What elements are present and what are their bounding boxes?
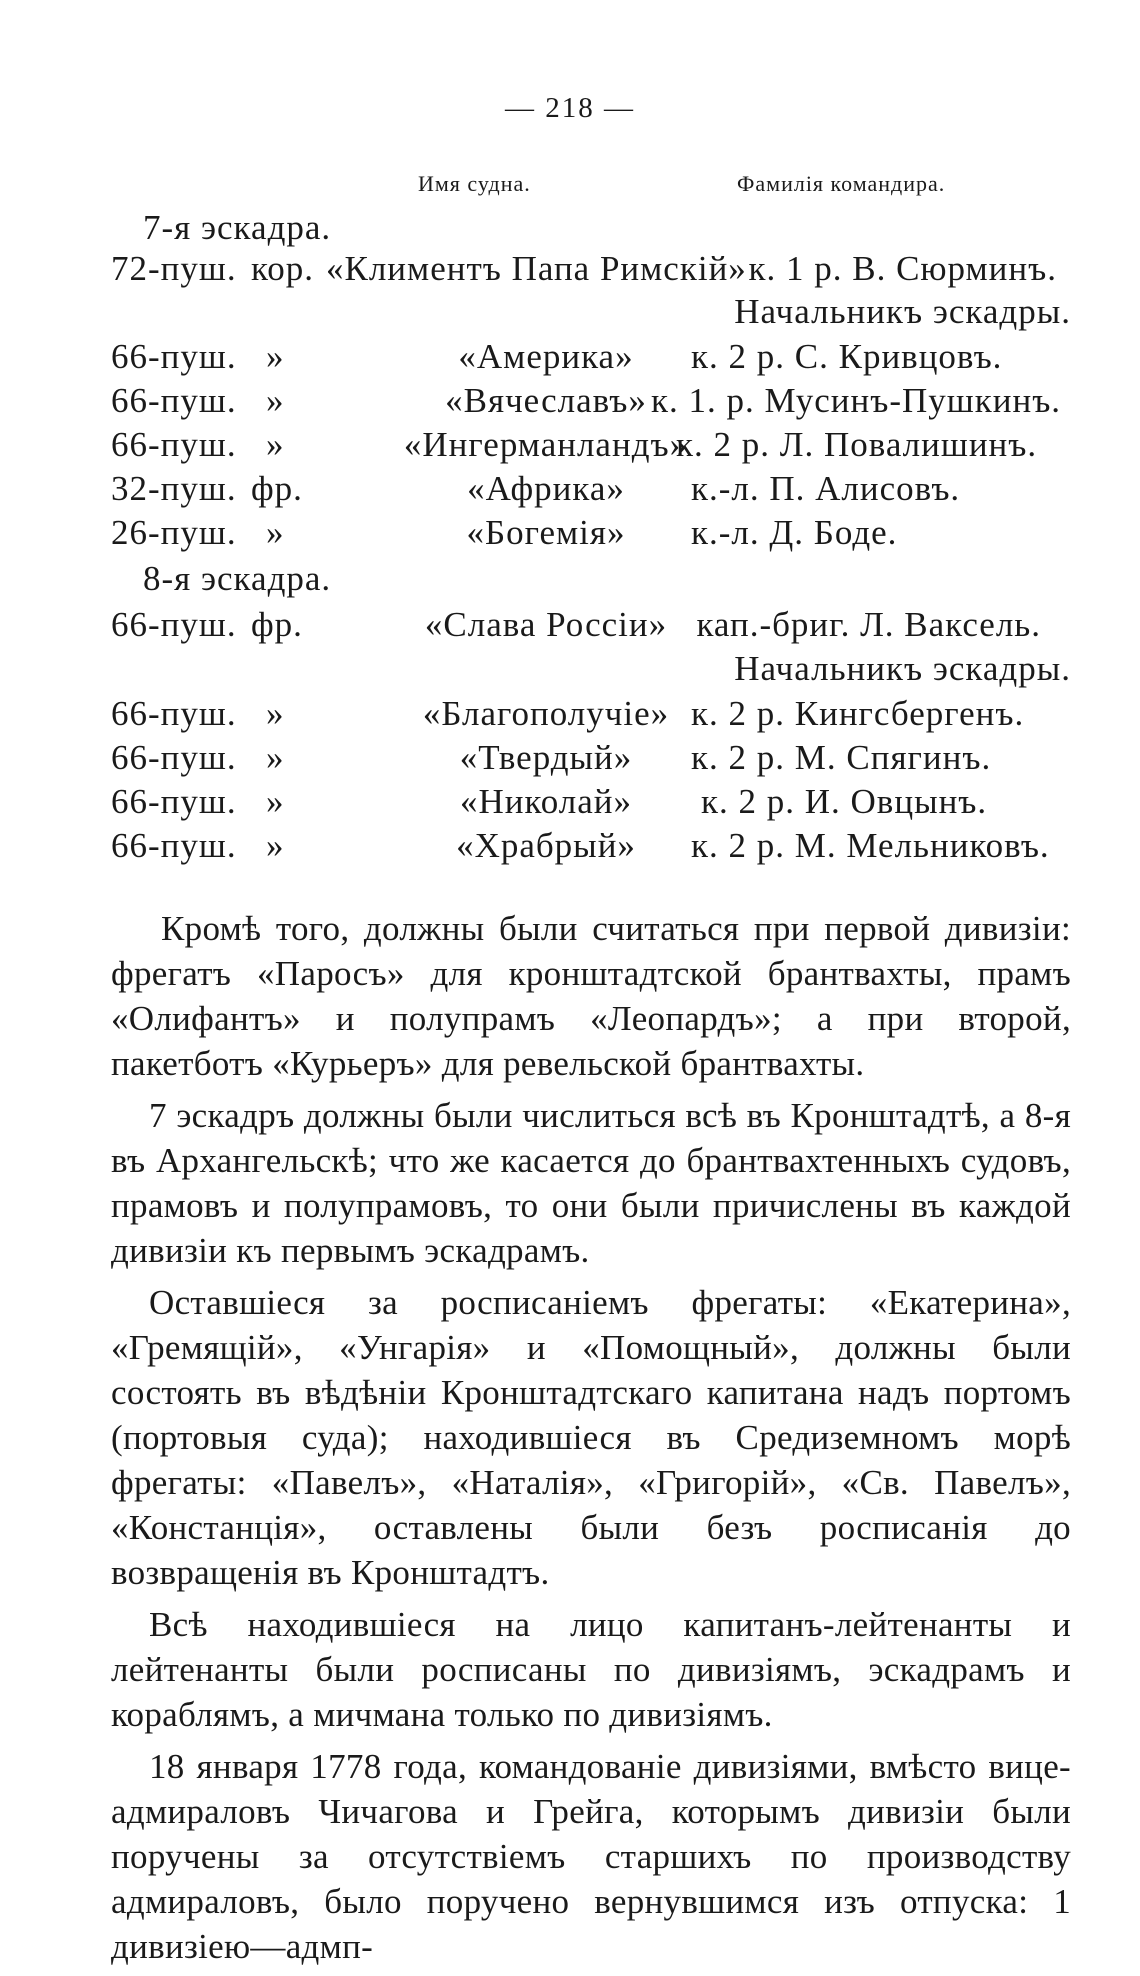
- column-header-commander: Фамилія командира.: [737, 171, 946, 196]
- ship-type-cell: »: [266, 337, 285, 376]
- ship-type-cell: »: [266, 694, 285, 733]
- commander-cell: к. 2 р. М. Спягинъ.: [691, 738, 992, 777]
- table-row: [111, 694, 1071, 738]
- ship-name-cell: «Америка»: [458, 337, 634, 376]
- ship-name-cell: «Климентъ Папа Римскій»: [326, 249, 747, 288]
- ship-name-cell: «Ингерманландъ»: [403, 425, 689, 464]
- ship-name-cell: «Африка»: [467, 469, 625, 508]
- paragraph: Кромѣ того, должны были считаться при первой дивизіи: фрегатъ «Паросъ» для кронштадтской брантвахты, прамъ «Олифантъ» и полупрамъ «Леопардъ»; а при второй, пакетботъ «Курьеръ» для ревельской брантвахты.: [111, 909, 1071, 1083]
- guns-cell: 32-пуш.: [111, 469, 237, 508]
- table-row: [111, 605, 1071, 649]
- guns-cell: 66-пуш.: [111, 381, 237, 420]
- ship-type-cell: »: [266, 381, 285, 420]
- table-row: [111, 782, 1071, 826]
- guns-cell: 66-пуш.: [111, 826, 237, 865]
- body-text: [111, 906, 1071, 1976]
- paragraph: Оставшіеся за росписаніемъ фрегаты: «Екатерина», «Гремящій», «Унгарія» и «Помощный», должны были состоять въ вѣдѣніи Кронштадтскаго капитана надъ портомъ (портовыя суда); находившіеся въ Средиземномъ морѣ фрегаты: «Павелъ», «Наталія», «Григорій», «Св. Павелъ», «Констанція», оставлены были безъ росписанія до возвращенія въ Кронштадтъ.: [111, 1283, 1071, 1592]
- squadron-7-title: 7-я эскадра.: [143, 208, 332, 247]
- paragraph: 18 января 1778 года, командованіе дивизіями, вмѣсто вице-адмираловъ Чичагова и Грейга, которымъ дивизіи были поручены за отсутствіемъ старшихъ по производству адмираловъ, было поручено вернувшимся изъ отпуска: 1 дивизіею—адмп-: [111, 1747, 1071, 1966]
- table-row: [111, 469, 1071, 513]
- table-row: [111, 425, 1071, 469]
- ship-type-cell: фр.: [251, 469, 303, 508]
- table-row: [111, 738, 1071, 782]
- table-row: [111, 249, 1071, 293]
- ship-type-cell: »: [266, 425, 285, 464]
- commander-cell: к. 2 р. Л. Повалишинъ.: [676, 425, 1038, 464]
- ship-type-cell: фр.: [251, 605, 303, 644]
- guns-cell: 66-пуш.: [111, 425, 237, 464]
- ship-name-cell: «Николай»: [459, 782, 632, 821]
- guns-cell: 66-пуш.: [111, 605, 237, 644]
- guns-cell: 26-пуш.: [111, 513, 237, 552]
- commander-cell: к. 2 р. И. Овцынъ.: [701, 782, 988, 821]
- commander-cell: к. 2 р. С. Кривцовъ.: [691, 337, 1003, 376]
- guns-cell: 66-пуш.: [111, 782, 237, 821]
- guns-cell: 72-пуш.: [111, 249, 237, 288]
- squadron-8-title: 8-я эскадра.: [143, 559, 332, 598]
- ship-name-cell: «Твердый»: [459, 738, 633, 777]
- ship-type-cell: »: [266, 782, 285, 821]
- paragraph: Всѣ находившіеся на лицо капитанъ-лейтенанты и лейтенанты были росписаны по дивизіямъ, эскадрамъ и кораблямъ, а мичмана только по дивизіямъ.: [111, 1605, 1071, 1734]
- commander-cell: к. 1. р. Мусинъ-Пушкинъ.: [651, 381, 1062, 420]
- table-row: [111, 513, 1071, 557]
- ship-type-cell: »: [266, 738, 285, 777]
- squadron-7-chief-note: Начальникъ эскадры.: [734, 292, 1071, 331]
- commander-cell: к. 1 р. В. Сюрминъ.: [748, 249, 1057, 288]
- commander-cell: к. 2 р. Кингсбергенъ.: [691, 694, 1025, 733]
- table-row: [111, 337, 1071, 381]
- guns-cell: 66-пуш.: [111, 694, 237, 733]
- paragraph: 7 эскадръ должны были числиться всѣ въ Кронштадтѣ, а 8-я въ Архангельскѣ; что же касается до брантвахтенныхъ судовъ, прамовъ и полупрамовъ, то они были причислены въ каждой дивизіи къ первымъ эскадрамъ.: [111, 1096, 1071, 1270]
- commander-cell: к.-л. Д. Боде.: [691, 513, 898, 552]
- squadron-8-chief-note: Начальникъ эскадры.: [734, 649, 1071, 688]
- ship-name-cell: «Храбрый»: [456, 826, 636, 865]
- ship-name-cell: «Благополучіе»: [422, 694, 670, 733]
- ship-type-cell: кор.: [251, 249, 314, 288]
- ship-name-cell: «Богемія»: [466, 513, 626, 552]
- guns-cell: 66-пуш.: [111, 738, 237, 777]
- ship-name-cell: «Вячеславъ»: [445, 381, 647, 420]
- commander-cell: кап.-бриг. Л. Ваксель.: [696, 605, 1041, 644]
- table-row: [111, 826, 1071, 870]
- column-header-ship-name: Имя судна.: [418, 171, 531, 196]
- ship-type-cell: »: [266, 826, 285, 865]
- table-row: [111, 381, 1071, 425]
- guns-cell: 66-пуш.: [111, 337, 237, 376]
- ship-type-cell: »: [266, 513, 285, 552]
- commander-cell: к. 2 р. М. Мельниковъ.: [691, 826, 1050, 865]
- ship-name-cell: «Слава Россіи»: [424, 605, 668, 644]
- commander-cell: к.-л. П. Алисовъ.: [691, 469, 961, 508]
- page-number: — 218 —: [505, 92, 635, 124]
